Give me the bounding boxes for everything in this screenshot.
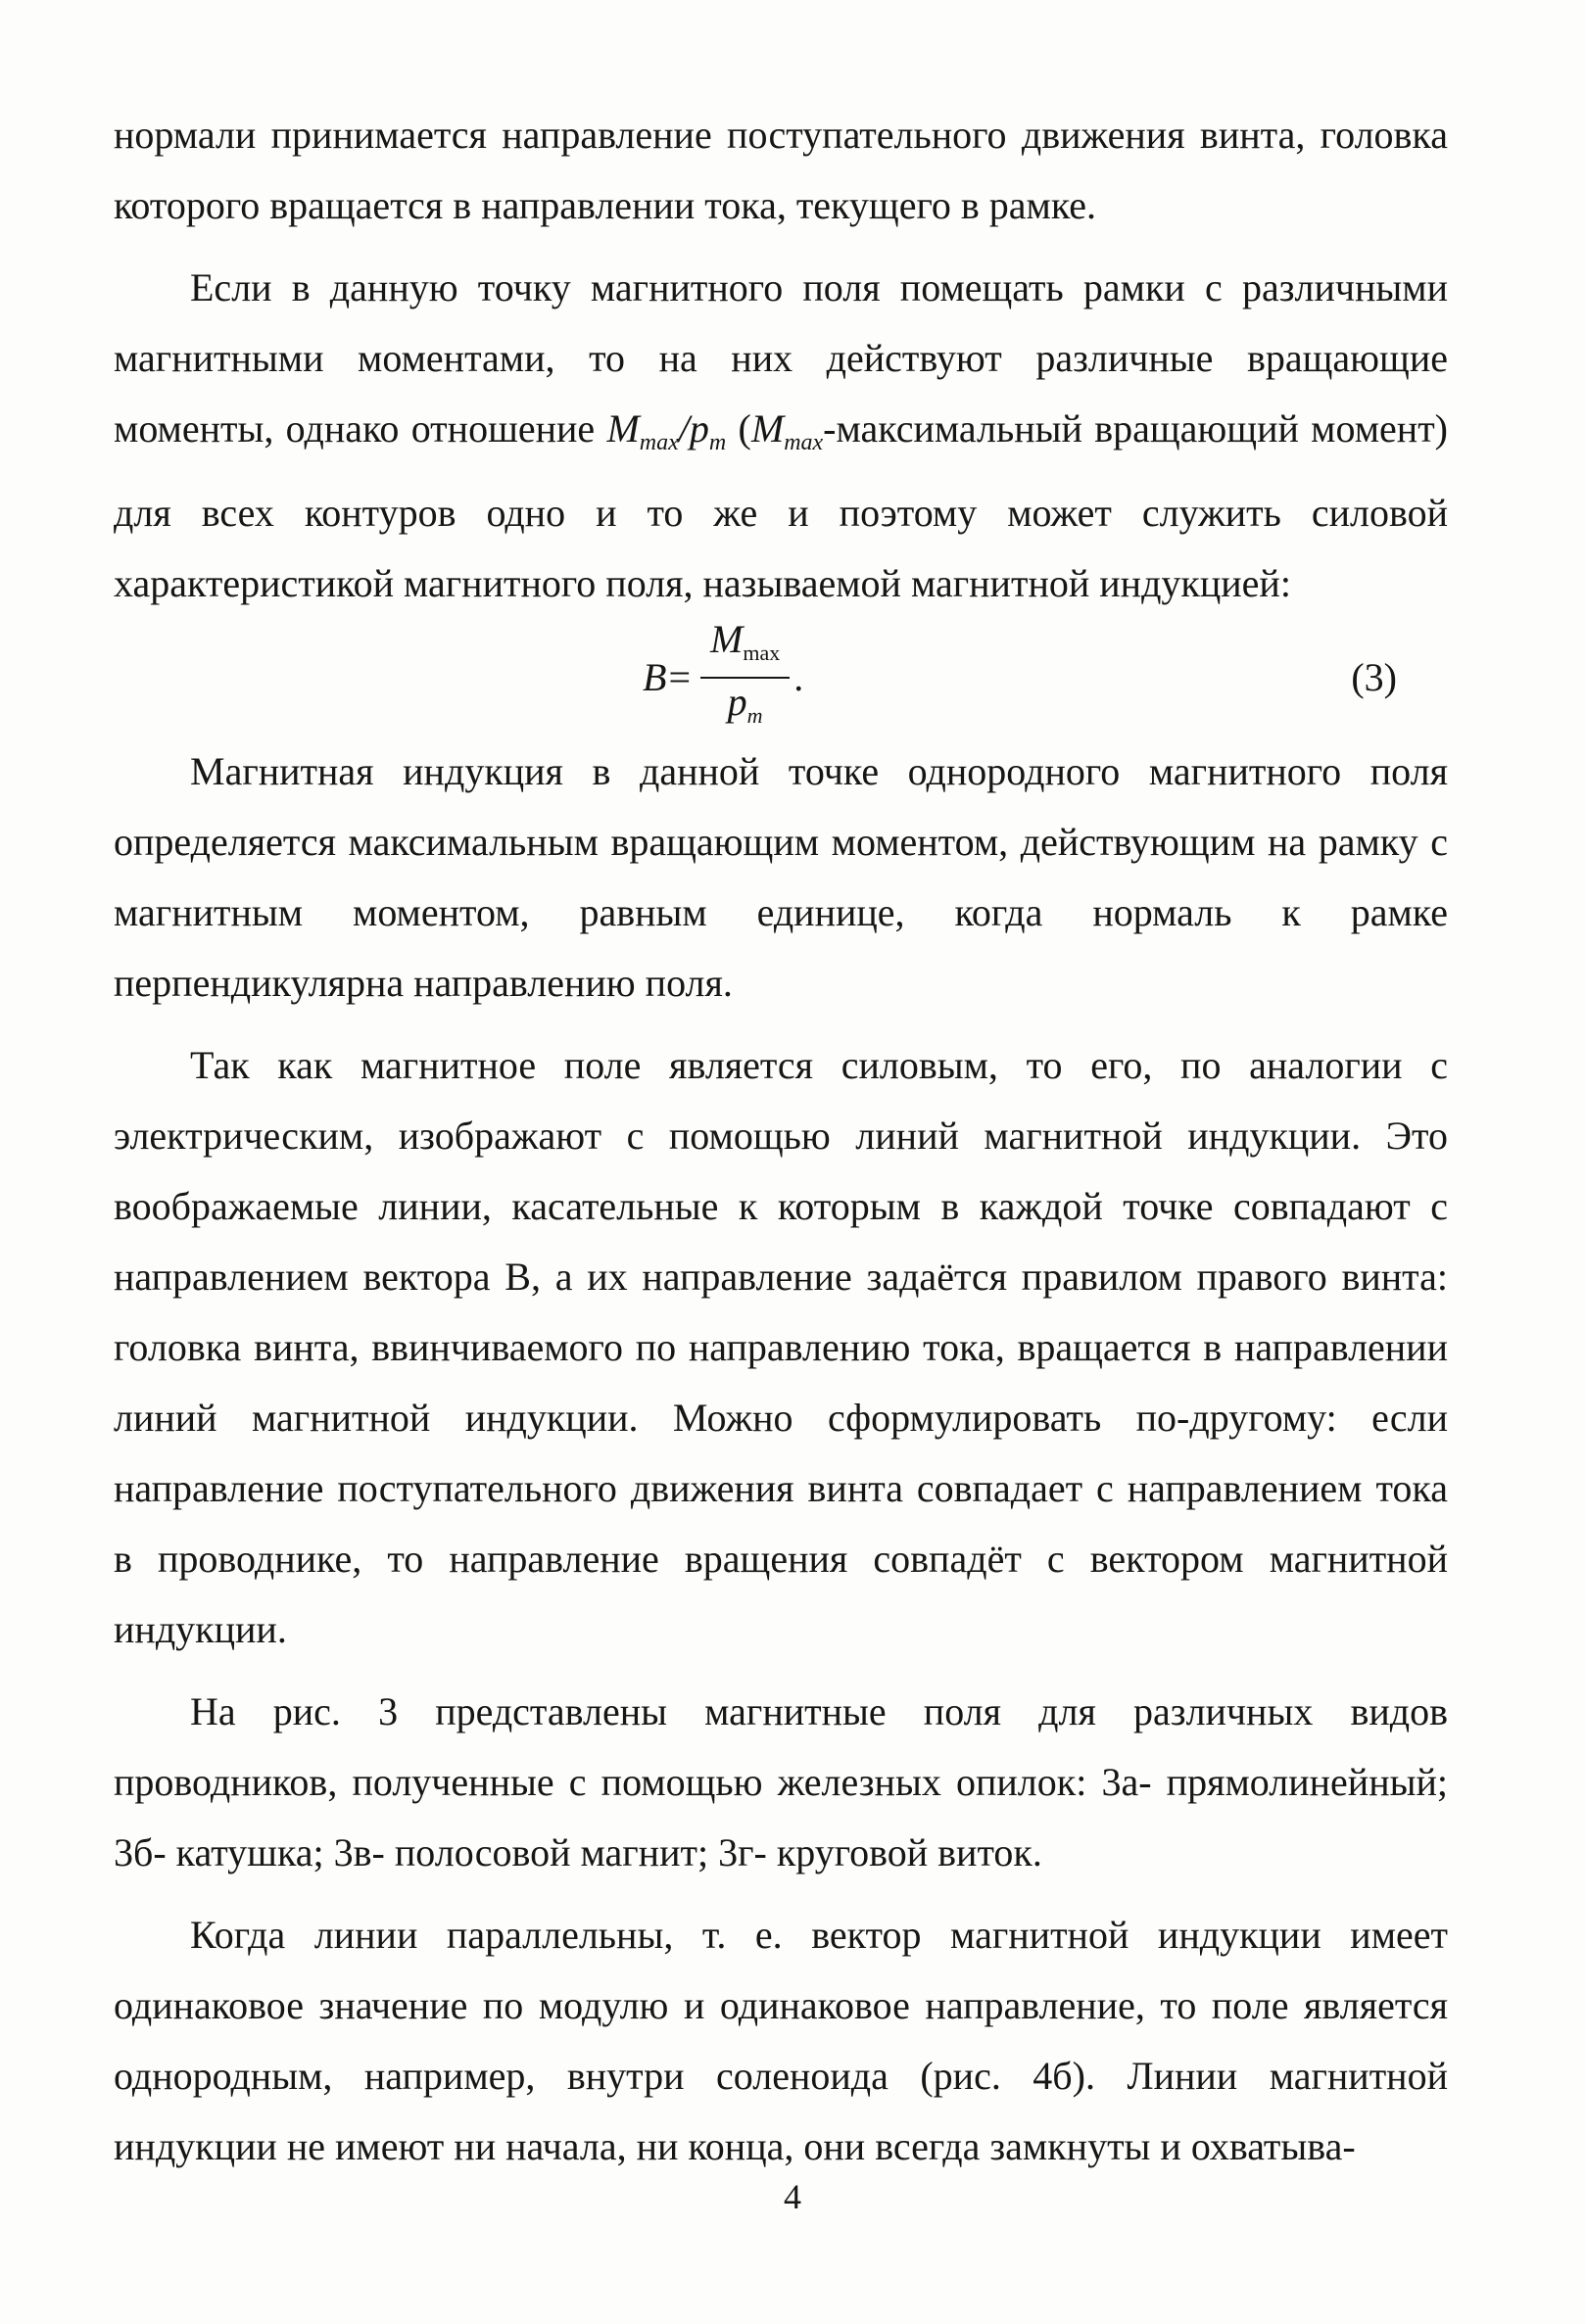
formula-period: . [793, 655, 804, 699]
formula-expression [643, 619, 803, 736]
paragraph-2-start: Если в данную точку магнитного поля помещать рамки с различными магнитными моментами, то на них действуют различные вращающие моменты, однако отношение [114, 265, 1448, 451]
paragraph-1: нормали принимается направление поступательного движения винта, головка которого вращается в направлении тока, текущего в рамке. [114, 113, 1448, 227]
equation-number: (3) [1351, 655, 1397, 699]
formula-numerator: $M_{max}$ [700, 616, 790, 679]
page-number: 4 [784, 2177, 801, 2216]
paragraph-2: Если в данную точку магнитного поля помещать рамки с различными магнитными моментами, то на них действуют различные вращающие моменты, однако отношение $M_{max}/p_m$ ($M_{max}$-максимальный вращающий момент) для всех контуров одно и то же и поэтому может служить силовой характеристикой магнитного поля, называемой магнитной индукцией: [114, 265, 1448, 605]
paragraph-5: На рис. 3 представлены магнитные поля для различных видов проводников, полученные с помощью железных опилок: 3а- прямолинейный; 3б- катушка; 3в- полосовой магнит; 3г- круговой виток. [114, 1689, 1448, 1874]
paragraph-6: Когда линии параллельны, т. е. вектор магнитной индукции имеет одинаковое значение по модулю и одинаковое направление, то поле является однородным, например, внутри соленоида (рис. 4б). Линии магнитной индукции не имеют ни начала, ни конца, они всегда замкнуты и охватыва- [114, 1913, 1448, 2168]
formula-3 [114, 619, 1448, 736]
paragraph-4: Так как магнитное поле является силовым, то его, по аналогии с электрическим, изображают с помощью линий магнитной индукции. Это воображаемые линии, касательные к которым в каждой точке совпадают с направлением вектора В, а их направление задаётся правилом правого винта: головка винта, ввинчиваемого по направлению тока, вращается в направлении линий магнитной индукции. Можно сформулировать по-другому: если направление поступательного движения винта совпадает с направлением тока в проводнике, то направление вращения совпадёт с вектором магнитной индукции. [114, 1043, 1448, 1651]
body-text [114, 100, 1448, 2182]
formula-fraction [700, 616, 790, 739]
paragraph-2-end: -максимальный вращающий момент) для всех контуров одно и то же и поэтому может служить силовой характеристикой магнитного поля, называемой магнитной индукцией: [114, 406, 1448, 605]
m-max-symbol: $M_{max}/p_m$ [606, 406, 727, 455]
paragraph-3: Магнитная индукция в данной точке однородного магнитного поля определяется максимальным вращающим моментом, действующим на рамку с магнитным моментом, равным единице, когда нормаль к рамке перпендикулярна направлению поля. [114, 749, 1448, 1005]
m-max-symbol-2: $M_{max}$ [750, 406, 824, 455]
formula-lhs: B [643, 655, 667, 699]
formula-denominator: $p_m$ [727, 680, 763, 728]
formula-equals: = [668, 655, 691, 699]
